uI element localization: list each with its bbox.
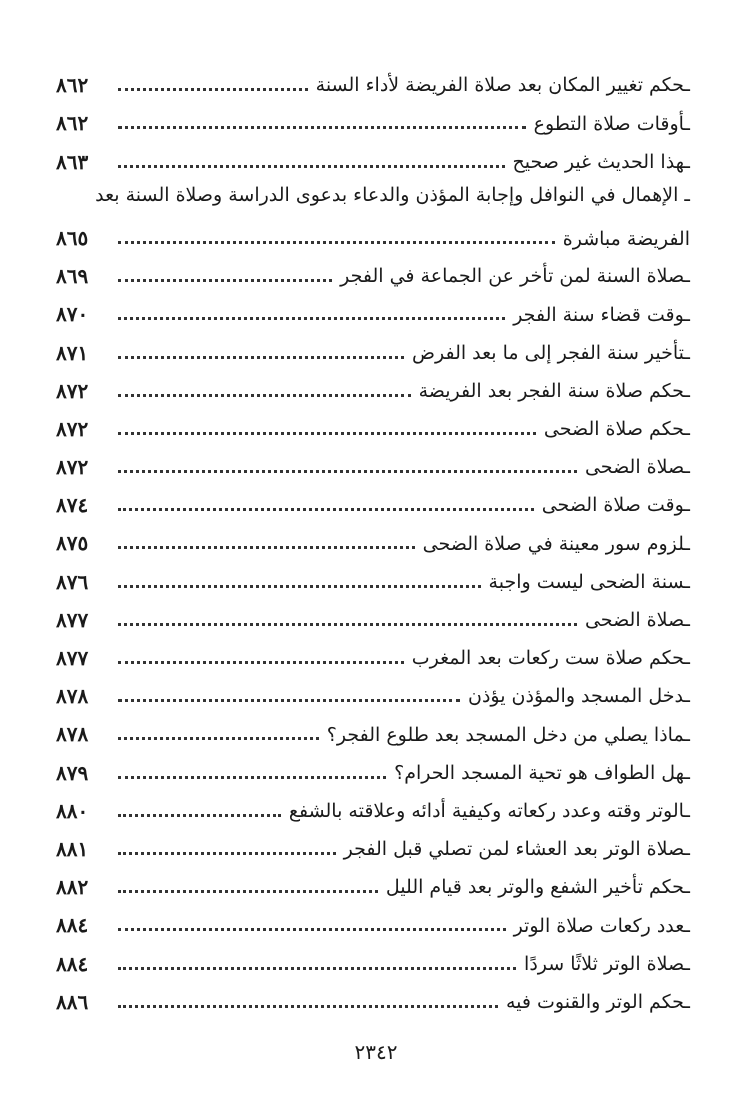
toc-entry: [56, 861, 690, 899]
dot-leader: [118, 578, 481, 588]
dot-leader: [118, 845, 336, 855]
dot-leader: [118, 769, 386, 779]
toc-entry-page: ٨٦٢: [56, 73, 89, 98]
toc-entry-page: ٨٧٢: [56, 378, 89, 403]
dot-leader: [118, 921, 506, 931]
toc-entry-page: ٨٨٠: [56, 798, 89, 823]
toc-entry-page: ٨٨٤: [56, 913, 89, 938]
toc-entry-page: ٨٧٢: [56, 455, 89, 480]
toc-entry-title: ـالوتر وقته وعدد ركعاته وكيفية أدائه وعلاقته بالشفع: [288, 799, 690, 822]
toc-entry-title: ـماذا يصلي من دخل المسجد بعد طلوع الفجر؟: [326, 723, 690, 746]
toc-entry-title: ـأوقات صلاة التطوع: [533, 112, 690, 135]
toc-entry-title: ـحكم صلاة الضحى: [543, 418, 690, 441]
dot-leader: [118, 692, 460, 702]
dot-leader: [118, 807, 281, 817]
dot-leader: [118, 425, 536, 435]
toc-entry-title: ـصلاة الوتر ثلاثًا سردًا: [524, 952, 690, 975]
toc-entry-page: ٨٧٤: [56, 493, 89, 518]
toc-entry: [56, 823, 690, 861]
toc-entry-page: ٨٦٥: [56, 225, 89, 250]
toc-entry: [56, 899, 690, 937]
toc-entry-page: ٨٧٨: [56, 684, 89, 709]
toc-entry-title: ـحكم صلاة سنة الفجر بعد الفريضة: [418, 379, 690, 402]
toc-entry-page: ٨٧٢: [56, 416, 89, 441]
dot-leader: [118, 960, 516, 970]
toc-entry-title: ـلزوم سور معينة في صلاة الضحى: [422, 532, 690, 555]
toc-entry: [56, 326, 690, 364]
toc-entry-title: ـوقت صلاة الضحى: [541, 494, 690, 517]
toc-entry: [56, 135, 690, 173]
toc-entry-page: ٨٧١: [56, 340, 89, 365]
toc-entry: [56, 174, 690, 250]
toc-entry-page: ٨٨٤: [56, 951, 89, 976]
dot-leader: [118, 158, 505, 168]
toc-entry-title: ـحكم الوتر والقنوت فيه: [505, 990, 690, 1013]
toc-entry: [56, 785, 690, 823]
toc-entry-title: ـصلاة الضحى: [584, 609, 690, 632]
toc-entry-title: ـهذا الحديث غير صحيح: [512, 150, 690, 173]
toc-entry-title: ـهل الطواف هو تحية المسجد الحرام؟: [394, 761, 690, 784]
toc-entry: [56, 670, 690, 708]
toc-entry: [56, 632, 690, 670]
toc-entry-title: ـحكم تأخير الشفع والوتر بعد قيام الليل: [385, 876, 690, 899]
toc-entry-page: ٨٧٧: [56, 646, 89, 671]
toc-entry: [56, 555, 690, 593]
toc-entry: [56, 288, 690, 326]
toc-entry: [56, 365, 690, 403]
toc-entry-title: ـدخل المسجد والمؤذن يؤذن: [467, 685, 690, 708]
toc-entry-page: ٨٧٥: [56, 531, 89, 556]
toc-entry: [56, 517, 690, 555]
toc-entry-page: ٨٨١: [56, 836, 89, 861]
dot-leader: [118, 730, 319, 740]
toc-entry-title: ـتأخير سنة الفجر إلى ما بعد الفرض: [412, 341, 690, 364]
toc-entry-page: ٨٧٧: [56, 607, 89, 632]
toc-entry-page: ٨٦٣: [56, 149, 89, 174]
toc-entry-title: ـصلاة الضحى: [584, 456, 690, 479]
page-number: ٢٣٤٢: [354, 1040, 398, 1064]
toc-entry-title: ـصلاة الوتر بعد العشاء لمن تصلي قبل الفجر: [343, 838, 690, 861]
toc-entry-page: ٨٧٦: [56, 569, 89, 594]
toc-entry: [56, 708, 690, 746]
toc-entry-title: ـسنة الضحى ليست واجبة: [488, 570, 690, 593]
toc-entry-page: ٨٦٢: [56, 111, 89, 136]
dot-leader: [118, 654, 404, 664]
toc-entry: [56, 746, 690, 784]
toc-entry-title: ـ الإهمال في النوافل وإجابة المؤذن والدعاء بدعوى الدراسة وصلاة السنة بعد: [95, 183, 690, 206]
toc-entry: [56, 976, 690, 1014]
toc-entry: [56, 97, 690, 135]
toc-entry: [56, 594, 690, 632]
dot-leader: [118, 272, 332, 282]
dot-leader: [118, 463, 577, 473]
dot-leader: [118, 81, 308, 91]
toc-entry-page: ٨٧٨: [56, 722, 89, 747]
toc-entry: [56, 441, 690, 479]
dot-leader: [118, 883, 378, 893]
dot-leader: [118, 501, 534, 511]
dot-leader: [118, 310, 505, 320]
dot-leader: [118, 234, 555, 244]
dot-leader: [118, 387, 411, 397]
table-of-contents: [56, 59, 690, 1014]
toc-entry-page: ٨٨٢: [56, 875, 89, 900]
toc-entry-title: ـوقت قضاء سنة الفجر: [513, 303, 690, 326]
toc-entry-title: ـعدد ركعات صلاة الوتر: [513, 914, 690, 937]
dot-leader: [118, 119, 526, 129]
toc-entry: [56, 59, 690, 97]
dot-leader: [118, 349, 404, 359]
toc-entry-title: ـحكم صلاة ست ركعات بعد المغرب: [411, 647, 690, 670]
toc-entry: [56, 250, 690, 288]
toc-entry-page: ٨٧٩: [56, 760, 89, 785]
toc-entry-page: ٨٦٩: [56, 264, 89, 289]
toc-entry-title-continued: الفريضة مباشرة: [562, 227, 690, 250]
dot-leader: [118, 539, 415, 549]
toc-entry: [56, 479, 690, 517]
toc-entry-title: ـحكم تغيير المكان بعد صلاة الفريضة لأداء السنة: [315, 74, 690, 97]
dot-leader: [118, 616, 577, 626]
toc-entry: [56, 403, 690, 441]
toc-entry: [56, 937, 690, 975]
dot-leader: [118, 998, 498, 1008]
toc-entry-page: ٨٨٦: [56, 989, 89, 1014]
toc-entry-page: ٨٧٠: [56, 302, 89, 327]
toc-entry-title: ـصلاة السنة لمن تأخر عن الجماعة في الفجر: [340, 265, 690, 288]
